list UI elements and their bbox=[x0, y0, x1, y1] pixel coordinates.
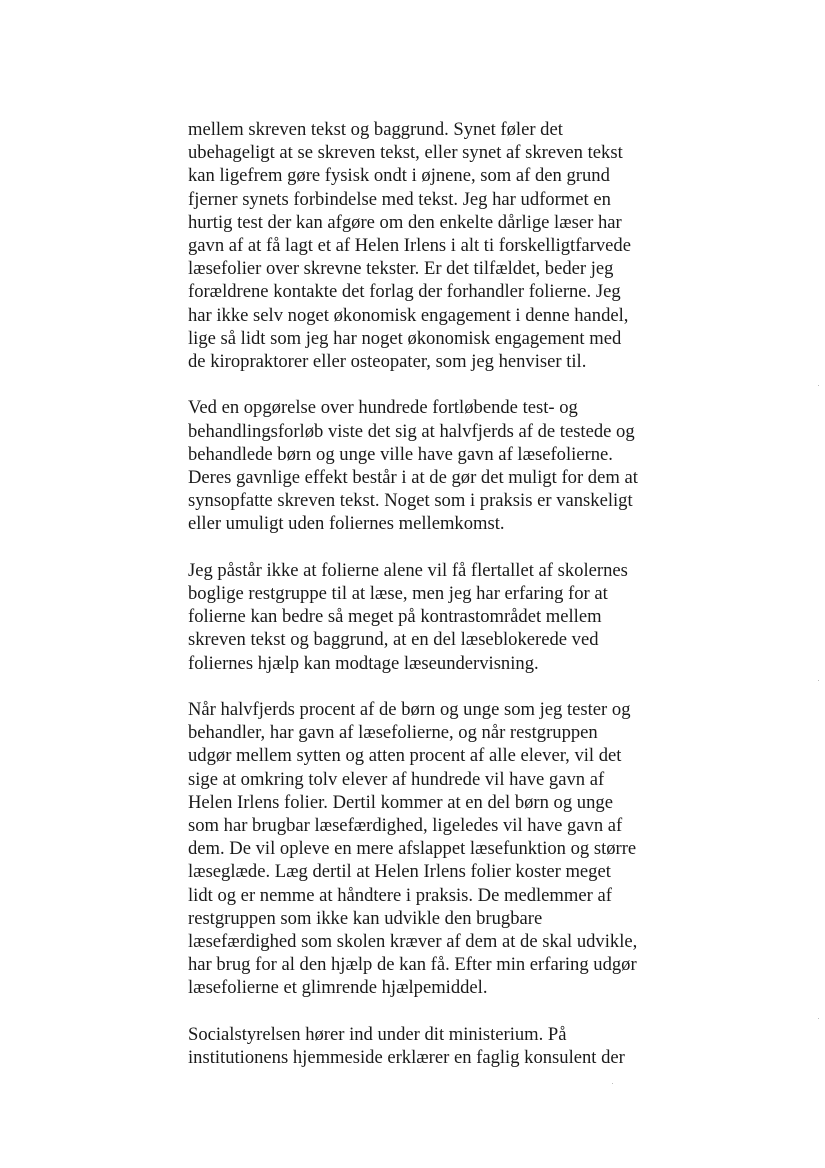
text-line: restgruppen som ikke kan udvikle den brugbare bbox=[188, 907, 543, 929]
paragraph bbox=[188, 559, 658, 675]
text-line: boglige restgruppe til at læse, men jeg har erfaring for at bbox=[188, 583, 608, 605]
text-line: gavn af at få lagt et af Helen Irlens i alt ti forskelligtfarvede bbox=[188, 235, 631, 257]
text-line: Deres gavnlige effekt består i at de gør det muligt for dem at bbox=[188, 467, 638, 489]
text-line: læsefærdighed som skolen kræver af dem at de skal udvikle, bbox=[188, 931, 638, 953]
text-line: synsopfatte skreven tekst. Noget som i praksis er vanskeligt bbox=[188, 490, 633, 512]
text-line: læsefolier over skrevne tekster. Er det tilfældet, beder jeg bbox=[188, 258, 614, 280]
text-line: hurtig test der kan afgøre om den enkelte dårlige læser har bbox=[188, 211, 622, 233]
text-line: behandlede børn og unge ville have gavn af læsefolierne. bbox=[188, 443, 613, 465]
paragraph bbox=[188, 1023, 658, 1069]
text-line: udgør mellem sytten og atten procent af alle elever, vil det bbox=[188, 745, 622, 767]
text-line: foliernes hjælp kan modtage læseundervisning. bbox=[188, 652, 539, 674]
text-line: mellem skreven tekst og baggrund. Synet føler det bbox=[188, 119, 563, 140]
text-line: har brug for al den hjælp de kan få. Efter min erfaring udgør bbox=[188, 954, 637, 976]
body-text bbox=[188, 118, 658, 1092]
paragraph bbox=[188, 118, 658, 373]
text-line: læsefolierne et glimrende hjælpemiddel. bbox=[188, 977, 488, 999]
scan-speck bbox=[818, 385, 819, 386]
text-line: Jeg påstår ikke at folierne alene vil få flertallet af skolernes bbox=[188, 559, 628, 581]
text-line: lidt og er nemme at håndtere i praksis. De medlemmer af bbox=[188, 884, 612, 906]
text-line: Når halvfjerds procent af de børn og unge som jeg tester og bbox=[188, 699, 631, 721]
text-line: forældrene kontakte det forlag der forhandler folierne. Jeg bbox=[188, 281, 621, 303]
text-line: de kiropraktorer eller osteopater, som jeg henviser til. bbox=[188, 351, 587, 373]
text-line: har ikke selv noget økonomisk engagement i denne handel, bbox=[188, 304, 629, 326]
scan-speck bbox=[612, 1083, 613, 1084]
text-line: eller umuligt uden foliernes mellemkomst. bbox=[188, 513, 505, 535]
text-line: dem. De vil opleve en mere afslappet læsefunktion og større bbox=[188, 838, 637, 860]
text-line: læseglæde. Læg dertil at Helen Irlens folier koster meget bbox=[188, 861, 611, 883]
text-line: Socialstyrelsen hører ind under dit ministerium. På bbox=[188, 1023, 567, 1045]
text-line: lige så lidt som jeg har noget økonomisk engagement med bbox=[188, 327, 622, 349]
text-line: behandler, har gavn af læsefolierne, og når restgruppen bbox=[188, 722, 598, 744]
text-line: skreven tekst og baggrund, at en del læseblokerede ved bbox=[188, 629, 599, 651]
scan-speck bbox=[818, 680, 819, 681]
text-line: Ved en opgørelse over hundrede fortløbende test- og bbox=[188, 397, 578, 419]
paragraph bbox=[188, 698, 658, 1000]
text-line: kan ligefrem gøre fysisk ondt i øjnene, som af den grund bbox=[188, 165, 610, 187]
text-line: behandlingsforløb viste det sig at halvfjerds af de testede og bbox=[188, 420, 635, 442]
text-line: som har brugbar læsefærdighed, ligeledes vil have gavn af bbox=[188, 815, 623, 837]
text-line: fjerner synets forbindelse med tekst. Jeg har udformet en bbox=[188, 188, 611, 210]
scan-speck bbox=[818, 1018, 819, 1019]
text-line: ubehageligt at se skreven tekst, eller synet af skreven tekst bbox=[188, 142, 623, 164]
text-line: Helen Irlens folier. Dertil kommer at en del børn og unge bbox=[188, 791, 613, 813]
text-line: institutionens hjemmeside erklærer en faglig konsulent der bbox=[188, 1047, 625, 1069]
text-line: folierne kan bedre så meget på kontrastområdet mellem bbox=[188, 606, 602, 628]
paragraph bbox=[188, 396, 658, 535]
text-line: sige at omkring tolv elever af hundrede vil have gavn af bbox=[188, 768, 605, 790]
